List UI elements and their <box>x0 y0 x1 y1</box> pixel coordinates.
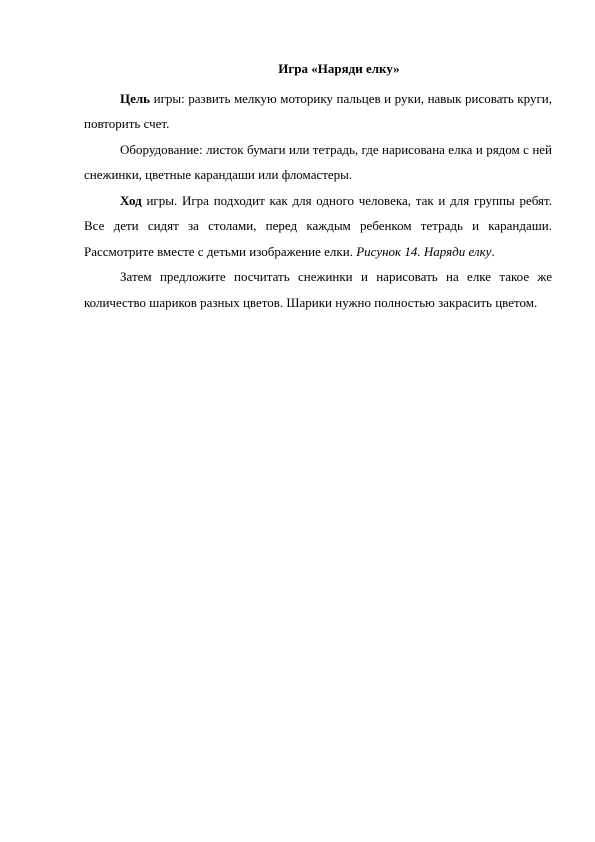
equipment-text: Оборудование: листок бумаги или тетрадь, где нарисована елка и рядом с ней снежинки, цветные карандаши или фломастеры. <box>84 141 552 182</box>
task-text: Затем предложите посчитать снежинки и нарисовать на елке такое же количество шариков разных цветов. Шарики нужно полностью закрасить цветом. <box>84 269 552 310</box>
procedure-text: игры. Игра подходит как для одного человека, так и для группы ребят. Все дети сидят за столами, перед каждым ребенком тетрадь и карандаши. Рассмотрите вместе с детьми изображение елки. <box>84 192 552 259</box>
procedure-paragraph <box>84 188 552 265</box>
task-paragraph <box>84 264 552 315</box>
goal-paragraph <box>84 86 552 137</box>
figure-reference: Рисунок 14. Наряди елку <box>356 243 492 259</box>
procedure-end: . <box>491 243 495 259</box>
document-body <box>84 56 552 315</box>
procedure-lead: Ход <box>120 192 142 208</box>
equipment-paragraph <box>84 137 552 188</box>
goal-text: игры: развить мелкую моторику пальцев и руки, навык рисовать круги, повторить счет. <box>84 90 552 131</box>
document-title: Игра «Наряди елку» <box>278 61 400 76</box>
goal-lead: Цель <box>120 90 151 106</box>
